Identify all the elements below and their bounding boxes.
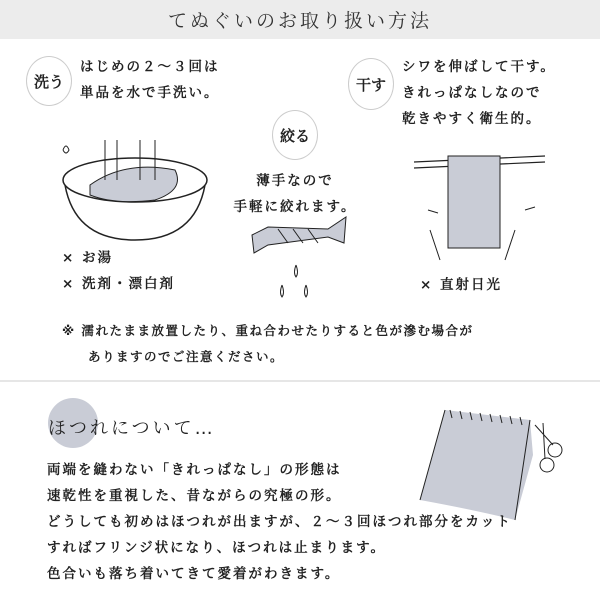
fraying-line: すればフリンジ状になり、ほつれは止まります。 (47, 540, 387, 556)
dry-instructions (402, 54, 556, 132)
fraying-line: 色合いも落ち着いてきて愛着がわきます。 (47, 566, 341, 582)
wring-line: 薄手なので (256, 173, 334, 189)
wring-line: 手軽に絞れます。 (233, 199, 357, 215)
section-divider (0, 380, 600, 382)
page-title: てぬぐいのお取り扱い方法 (167, 10, 432, 32)
dry-line: きれっぱなしなので (402, 85, 542, 101)
twisted-towel-illustration (248, 215, 348, 305)
fraying-line: どうしても初めはほつれが出ますが、２～３回ほつれ部分をカット (47, 514, 512, 530)
caution-note (62, 318, 474, 370)
wash-instructions (80, 54, 220, 106)
hanging-towel-illustration (410, 150, 550, 265)
dont-item: × お湯 (62, 250, 114, 266)
note-line: ※ 濡れたまま放置したり、重ね合わせたりすると色が滲む場合が (62, 323, 474, 338)
dry-line: 乾きやすく衛生的。 (402, 111, 542, 127)
wash-line: はじめの２～３回は (80, 59, 220, 75)
wring-badge: 絞る (272, 110, 318, 160)
note-line: ありますのでご注意ください。 (88, 349, 285, 364)
fraying-description (47, 457, 512, 587)
washing-basin-illustration (55, 140, 215, 250)
dry-badge: 干す (348, 58, 394, 110)
dry-line: シワを伸ばして干す。 (402, 59, 556, 75)
wash-badge: 洗う (26, 56, 72, 106)
dont-item: × 直射日光 (420, 277, 503, 293)
wring-instructions (220, 168, 370, 220)
wash-line: 単品を水で手洗い。 (80, 85, 220, 101)
fraying-title: ほつれについて… (48, 418, 216, 439)
fraying-line: 両端を縫わない「きれっぱなし」の形態は (47, 462, 342, 478)
dry-donts (420, 272, 502, 298)
wash-donts (62, 245, 175, 297)
fraying-line: 速乾性を重視した、昔ながらの究極の形。 (47, 488, 342, 504)
dont-item: × 洗剤・漂白剤 (62, 276, 176, 292)
